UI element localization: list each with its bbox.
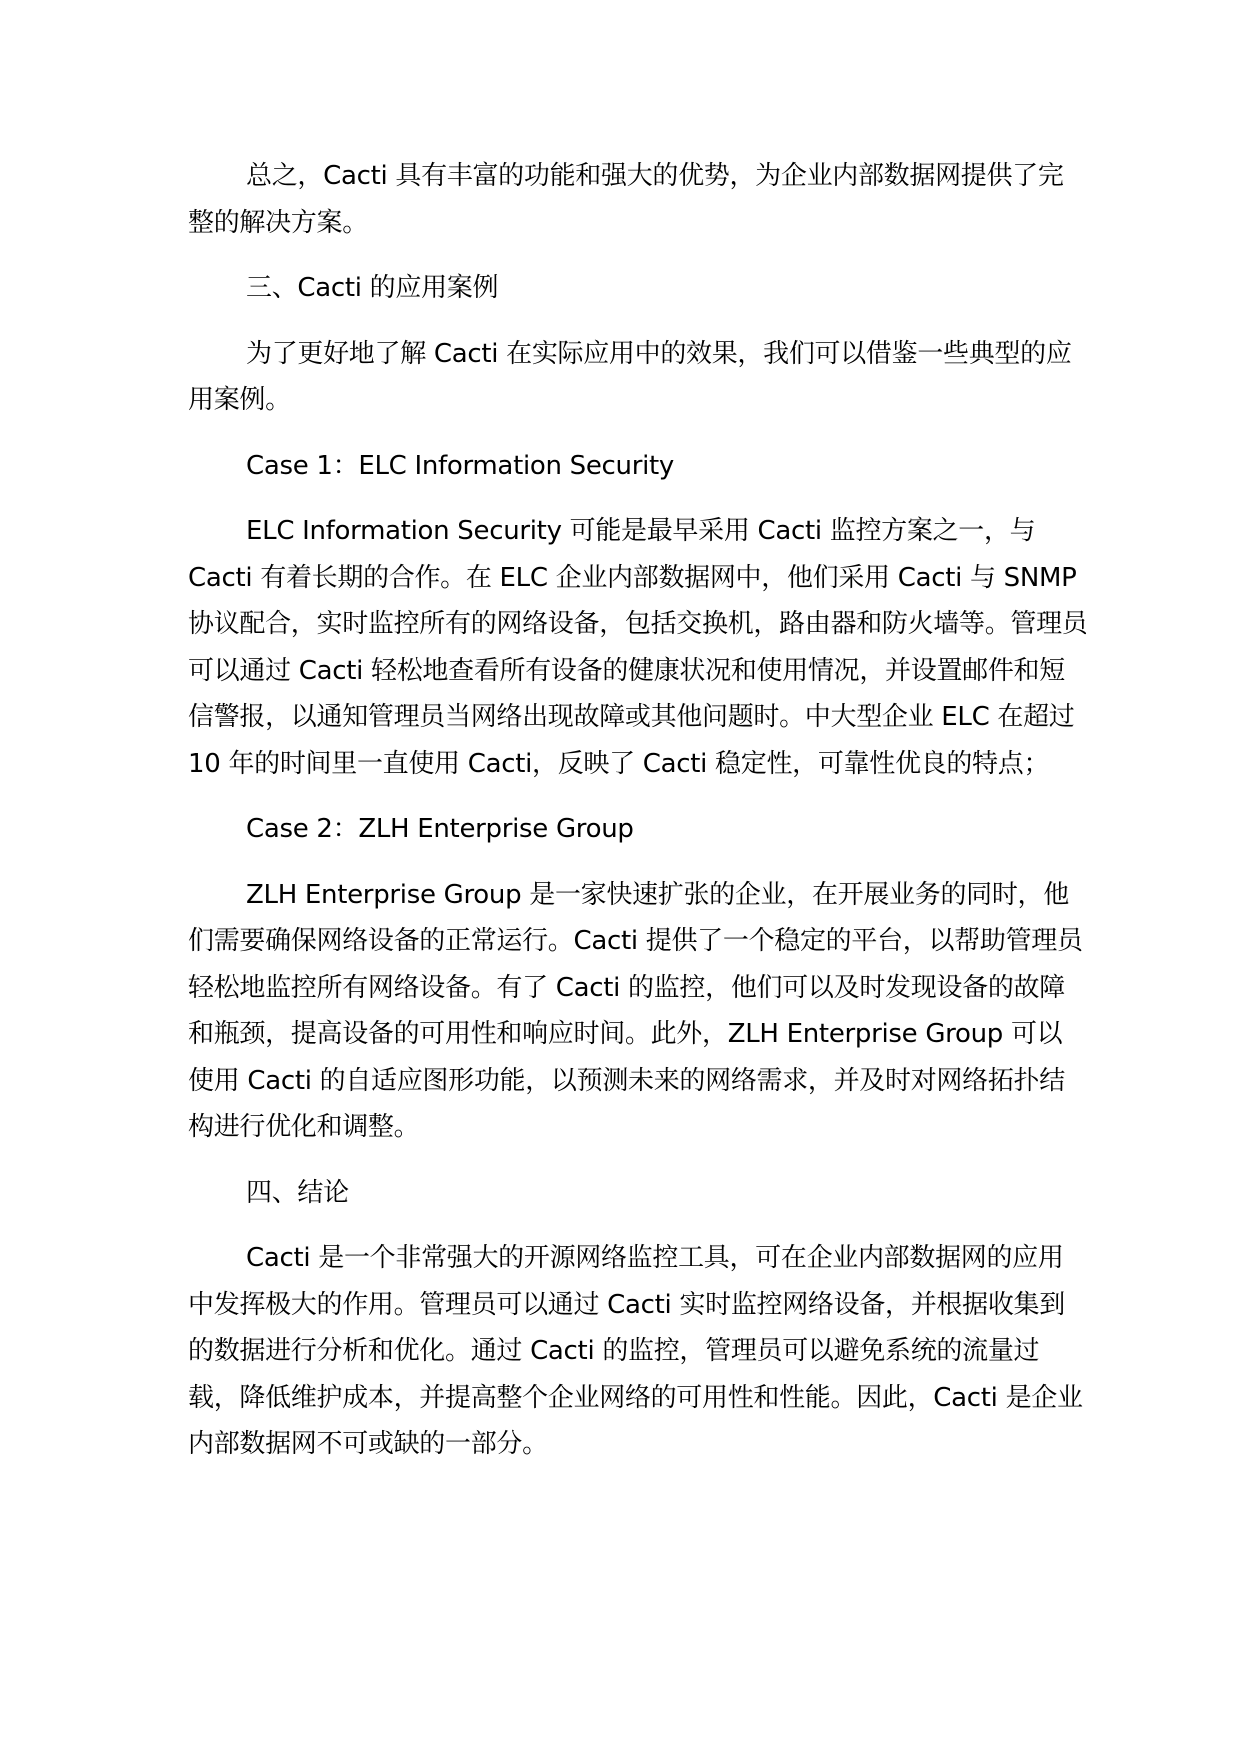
section-heading-cases: 三、Cacti 的应用案例 xyxy=(246,273,499,303)
case-2-heading: Case 2：ZLH Enterprise Group xyxy=(246,814,634,844)
paragraph-cases-intro: 为了更好地了解 Cacti 在实际应用中的效果，我们可以借鉴一些典型的应用案例。 xyxy=(188,338,1072,415)
case-1-heading: Case 1：ELC Information Security xyxy=(246,450,675,481)
case-1-body: ELC Information Security 可能是最早采用 Cacti 监控方案之一，与 Cacti 有着长期的合作。在 ELC 企业内部数据网中，他们采用 Cacti 与 SNMP 协议配合，实时监控所有的网络设备，包括交换机，路由器和防火墙等。管理员可以通过 Cacti 轻松地查看所有设备的健康状况和使用情况，并设置邮件和短信警报，以通知管理员当网络出现故障或其他问题时。中大型企业 ELC 在超过 10 年的时间里一直使用 Cacti，反映了 Cacti 稳定性，可靠性优良的特点； xyxy=(188,516,1088,779)
paragraph-summary: 总之，Cacti 具有丰富的功能和强大的优势，为企业内部数据网提供了完整的解决方案。 xyxy=(188,161,1064,238)
section-heading-conclusion: 四、结论 xyxy=(246,1177,349,1208)
document-page xyxy=(188,153,1088,1468)
case-2-body: ZLH Enterprise Group 是一家快速扩张的企业，在开展业务的同时，他们需要确保网络设备的正常运行。Cacti 提供了一个稳定的平台，以帮助管理员轻松地监控所有网络设备。有了 Cacti 的监控，他们可以及时发现设备的故障和瓶颈，提高设备的可用性和响应时间。此外，ZLH Enterprise Group 可以使用 Cacti 的自适应图形功能，以预测未来的网络需求，并及时对网络拓扑结构进行优化和调整。 xyxy=(188,879,1083,1142)
paragraph-conclusion: Cacti 是一个非常强大的开源网络监控工具，可在企业内部数据网的应用中发挥极大的作用。管理员可以通过 Cacti 实时监控网络设备，并根据收集到的数据进行分析和优化。通过 Cacti 的监控，管理员可以避免系统的流量过载，降低维护成本，并提高整个企业网络的可用性和性能。因此，Cacti 是企业内部数据网不可或缺的一部分。 xyxy=(188,1243,1083,1459)
